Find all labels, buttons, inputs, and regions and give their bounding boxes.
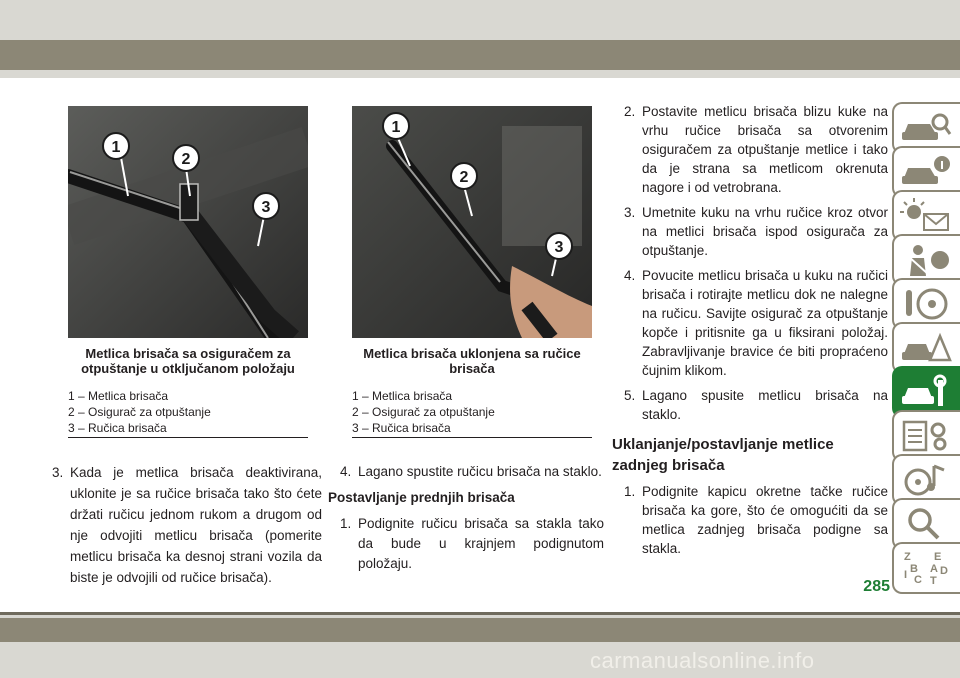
legend-item: 3 – Ručica brisača (68, 421, 167, 435)
figure-2-caption: Metlica brisača uklonjena sa ručice brisača (363, 346, 581, 376)
legend-item: 2 – Osigurač za otpuštanje (68, 405, 211, 419)
steering-wheel-icon (900, 286, 952, 322)
step-number: 1. (624, 484, 636, 499)
svg-text:2: 2 (459, 169, 469, 186)
step-number: 4. (624, 268, 636, 283)
step-item (612, 102, 888, 197)
left-column (40, 462, 322, 594)
step-text: Lagano spusite metlicu brisača na staklo. (642, 388, 888, 422)
svg-text:Z: Z (904, 551, 911, 563)
figure-2-photo (352, 106, 592, 338)
search-magnifier-icon (900, 506, 952, 542)
footer-stripe (0, 618, 960, 642)
legend-item: 1 – Metlica brisača (352, 389, 453, 403)
page-number: 285 (863, 578, 890, 595)
step-item (612, 386, 888, 424)
svg-text:3: 3 (261, 199, 271, 216)
step-item (328, 514, 604, 574)
svg-text:2: 2 (181, 151, 191, 168)
watermark: carmanualsonline.info (590, 648, 815, 673)
car-wrench-icon (900, 374, 952, 410)
step-item (612, 482, 888, 558)
step-text: Umetnite kuku na vrhu ručice kroz otvor na metlici brisača ispod osigurača za otpuštanje. (642, 205, 888, 258)
right-column (612, 102, 888, 564)
svg-text:E: E (934, 551, 942, 563)
step-text: Lagano spustite ručicu brisača na staklo. (358, 464, 602, 479)
step-item (612, 203, 888, 260)
svg-text:1: 1 (111, 139, 121, 156)
svg-text:A: A (930, 563, 938, 575)
airbag-seatbelt-icon (900, 242, 952, 278)
step-text: Podignite ručicu brisača sa stakla tako da bude u krajnjem podignutom položaju. (358, 516, 604, 571)
svg-text:T: T (930, 575, 937, 586)
svg-text:I: I (904, 569, 908, 581)
figure-1-rule (68, 437, 308, 438)
section-heading: Uklanjanje/postavljanje metlice zadnjeg brisača (612, 436, 834, 474)
car-info-icon (900, 154, 952, 190)
step-number: 1. (340, 516, 352, 531)
step-number: 3. (52, 465, 64, 480)
svg-text:1: 1 (391, 119, 401, 136)
car-magnifier-icon (900, 110, 952, 146)
alphabet-index-icon (900, 550, 952, 586)
list-gears-icon (900, 418, 952, 454)
step-number: 5. (624, 388, 636, 403)
figure-2-rule (352, 437, 592, 438)
step-text: Postavite metlicu brisača blizu kuke na vrhu ručice brisača sa otvorenim osiguračem za otpuštanje metlice i tako da je strana sa metlicom okrenuta nagore i od vetrobrana. (642, 104, 888, 195)
step-number: 2. (624, 104, 636, 119)
warning-lights-message-icon (900, 198, 952, 234)
step-item (40, 462, 322, 588)
hazard-triangle-car-icon (900, 330, 952, 366)
step-item (612, 266, 888, 380)
multimedia-icon (900, 462, 952, 498)
step-text: Podignite kapicu okretne tačke ručice brisača ka gore, što će omogućiti da se metlica zadnjeg brisača podigne sa stakla. (642, 484, 888, 556)
step-number: 4. (340, 464, 352, 479)
middle-column (328, 462, 604, 580)
step-text: Povucite metlicu brisača u kuku na ručici brisača i rotirajte metlicu dok ne nalegne na ručicu. Savijte osigurač za otpuštanje kopče i pritisnite ga u fiksirani položaj. Zabravljivanje bravice će biti propraćeno čujnim klikom. (642, 268, 888, 378)
legend-item: 1 – Metlica brisača (68, 389, 169, 403)
step-text: Kada je metlica brisača deaktivirana, uklonite je sa ručice brisača tako što ćete držati ručicu jednom rukom a drugom od nje odvojiti metlicu brisača (pomerite metlicu brisača ka desnoj strani vozila da biste je odvojili od ručice brisača). (70, 465, 322, 585)
footer-rule (0, 612, 960, 615)
legend-item: 3 – Ručica brisača (352, 421, 451, 435)
figure-1-photo (68, 106, 308, 338)
svg-text:B: B (910, 563, 918, 575)
svg-text:3: 3 (554, 239, 564, 256)
svg-text:D: D (940, 565, 948, 577)
section-heading: Postavljanje prednjih brisača (328, 490, 515, 505)
step-number: 3. (624, 205, 636, 220)
svg-text:C: C (914, 574, 922, 586)
figure-2-legend (352, 388, 495, 436)
figure-1-caption: Metlica brisača sa osiguračem za otpuštanje u otključanom položaju (81, 346, 295, 376)
figure-1-legend (68, 388, 211, 436)
step-item (328, 462, 604, 482)
tab-index[interactable] (892, 542, 960, 594)
legend-item: 2 – Osigurač za otpuštanje (352, 405, 495, 419)
header-stripe (0, 40, 960, 70)
